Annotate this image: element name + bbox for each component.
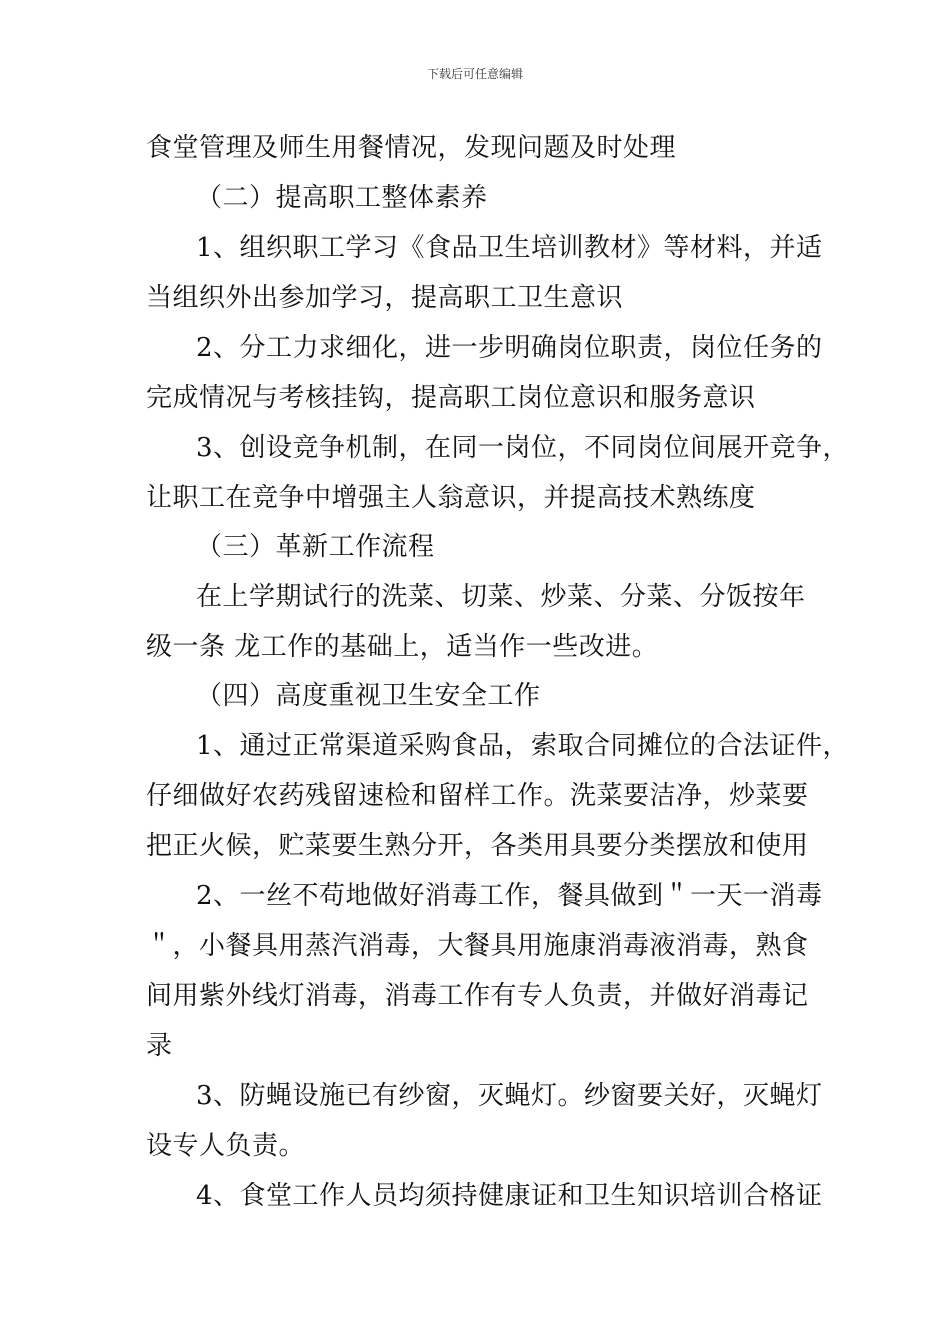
text-line: 1、通过正常渠道采购食品，索取合同摊位的合法证件， bbox=[196, 731, 850, 761]
text-line: 录 bbox=[146, 1031, 173, 1061]
text-line: 当组织外出参加学习，提高职工卫生意识 bbox=[146, 283, 624, 313]
section-heading: （四）高度重视卫生安全工作 bbox=[196, 681, 541, 711]
text-line: 把正火候，贮菜要生熟分开，各类用具要分类摆放和使用 bbox=[146, 831, 809, 861]
section-heading: （二）提高职工整体素养 bbox=[196, 183, 488, 213]
text-line: 2、分工力求细化，进一步明确岗位职责，岗位任务的 bbox=[196, 333, 823, 363]
text-line: 设专人负责。 bbox=[146, 1131, 306, 1161]
text-line: 仔细做好农药残留速检和留样工作。洗菜要洁净，炒菜要 bbox=[146, 781, 809, 811]
text-line: 1、组织职工学习《食品卫生培训教材》等材料，并适 bbox=[196, 233, 823, 263]
section-heading: （三）革新工作流程 bbox=[196, 532, 435, 562]
text-line: 食堂管理及师生用餐情况，发现问题及时处理 bbox=[146, 133, 677, 163]
page-header: 下载后可任意编辑 bbox=[426, 67, 523, 81]
text-line: 完成情况与考核挂钩，提高职工岗位意识和服务意识 bbox=[146, 383, 756, 413]
text-line: 在上学期试行的洗菜、切菜、炒菜、分菜、分饭按年 bbox=[196, 582, 806, 612]
text-line: 4、食堂工作人员均须持健康证和卫生知识培训合格证 bbox=[196, 1181, 823, 1211]
text-line: 3、防蝇设施已有纱窗，灭蝇灯。纱窗要关好，灭蝇灯 bbox=[196, 1081, 823, 1111]
text-line: 2、一丝不苟地做好消毒工作，餐具做到＂一天一消毒 bbox=[196, 881, 823, 911]
text-line: 3、创设竞争机制，在同一岗位，不同岗位间展开竞争， bbox=[196, 433, 850, 463]
text-line: 间用紫外线灯消毒，消毒工作有专人负责，并做好消毒记 bbox=[146, 981, 809, 1011]
text-line: ＂，小餐具用蒸汽消毒，大餐具用施康消毒液消毒，熟食 bbox=[146, 931, 809, 961]
text-line: 让职工在竞争中增强主人翁意识，并提高技术熟练度 bbox=[146, 483, 756, 513]
text-line: 级一条 龙工作的基础上，适当作一些改进。 bbox=[146, 632, 659, 662]
